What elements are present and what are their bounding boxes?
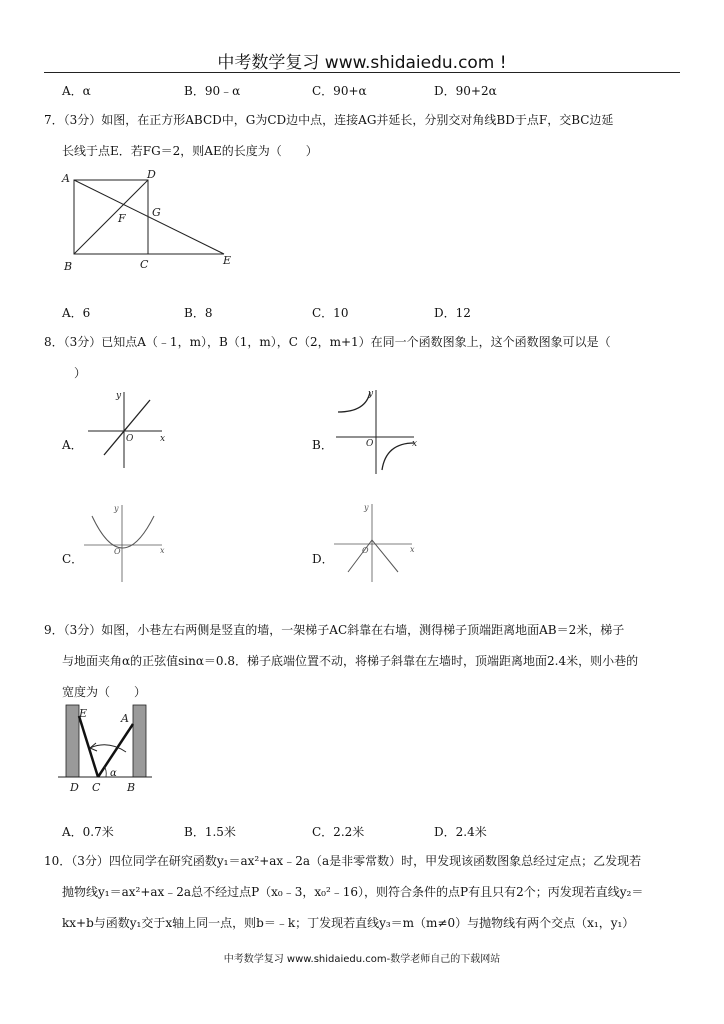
q7-label-b: B (64, 260, 73, 273)
q8-option-d-letter: D． (312, 552, 334, 566)
q9-label-a: A (121, 712, 129, 725)
q9-label-alpha: α (110, 768, 117, 779)
q8-b-y-label: y (368, 389, 374, 399)
q7-label-a: A (62, 172, 70, 185)
q9-left-wall (66, 705, 79, 777)
q8-a-x-label: x (160, 434, 166, 444)
q8-d-x-label: x (410, 545, 415, 554)
q10-text-line3: kx+b与函数y₁交于x轴上同一点，则b＝﹣k；丁发现若直线y₃＝m（m≠0）与抛物线有两个交点（x₁，y₁） (62, 916, 635, 930)
q8-b-origin-label: O (366, 439, 374, 449)
q7-option-d: D．12 (434, 306, 471, 320)
q9-label-c: C (92, 781, 101, 794)
q7-label-g: G (152, 206, 161, 219)
q8-c-origin-label: O (114, 547, 121, 556)
q8-text-line1: 8．（3分）已知点A（﹣1，m），B（1，m），C（2，m+1）在同一个函数图象上，这个函数图象可以是（ (44, 335, 611, 349)
q9-option-d: D．2.4米 (434, 825, 487, 839)
prev-option-a: A．α (62, 84, 91, 98)
q9-right-wall (133, 705, 146, 777)
q9-text-line2: 与地面夹角α的正弦值sinα＝0.8．梯子底端位置不动，将梯子斜靠在左墙时，顶端距离地面2.4米，则小巷的 (62, 654, 639, 668)
q10-text-line2: 抛物线y₁＝ax²+ax﹣2a总不经过点P（x₀﹣3，x₀²﹣16），则符合条件的点P有且只有2个；丙发现若直线y₂＝ (62, 885, 644, 899)
prev-option-d: D．90+2α (434, 84, 497, 98)
q8-a-y-label: y (116, 391, 122, 401)
q7-option-a: A．6 (62, 306, 91, 320)
q7-text-line2: 长线于点E．若FG＝2，则AE的长度为（ ） (62, 144, 318, 158)
q9-option-b: B．1.5米 (184, 825, 236, 839)
q8-c-x-label: x (160, 546, 165, 555)
q7-option-c: C．10 (312, 306, 349, 320)
q8-b-x-label: x (412, 439, 418, 449)
q9-text-line3: 宽度为（ ） (62, 685, 147, 699)
q9-label-b: B (127, 781, 136, 794)
q7-text-line1: 7．（3分）如图，在正方形ABCD中，G为CD边中点，连接AG并延长，分别交对角线BD于点F，交BC边延 (44, 113, 614, 127)
prev-option-c: C．90+α (312, 84, 367, 98)
q8-a-origin-label: O (126, 434, 134, 444)
q7-label-d: D (147, 168, 156, 181)
q9-label-e: E (79, 707, 88, 720)
q8-option-c-letter: C． (62, 552, 84, 566)
q8-option-b-letter: B． (312, 438, 333, 452)
q10-text-line1: 10．（3分）四位同学在研究函数y₁＝ax²+ax﹣2a（a是非零常数）时，甲发现该函数图象总经过定点；乙发现若 (44, 854, 642, 868)
q7-label-f: F (118, 212, 126, 225)
prev-option-b: B．90﹣α (184, 84, 241, 98)
q8-d-origin-label: O (362, 546, 369, 555)
q8-text-line2: ） (74, 366, 87, 380)
q9-option-a: A．0.7米 (62, 825, 114, 839)
q7-label-c: C (140, 258, 149, 271)
q8-c-y-label: y (114, 504, 119, 513)
q9-rotation-arrow (90, 745, 126, 752)
q8-option-a-letter: A． (62, 438, 83, 452)
page-header-title: 中考数学复习 www.shidaiedu.com ! (217, 53, 507, 73)
q8-d-y-label: y (364, 503, 369, 512)
q9-option-c: C．2.2米 (312, 825, 365, 839)
q7-option-b: B．8 (184, 306, 213, 320)
q9-label-d: D (70, 781, 79, 794)
q9-text-line1: 9．（3分）如图，小巷左右两侧是竖直的墙，一架梯子AC斜靠在右墙，测得梯子顶端距离地面AB＝2米，梯子 (44, 623, 625, 637)
q7-label-e: E (223, 254, 232, 267)
page-footer: 中考数学复习 www.shidaiedu.com-数学老师自己的下载网站 (223, 954, 501, 965)
